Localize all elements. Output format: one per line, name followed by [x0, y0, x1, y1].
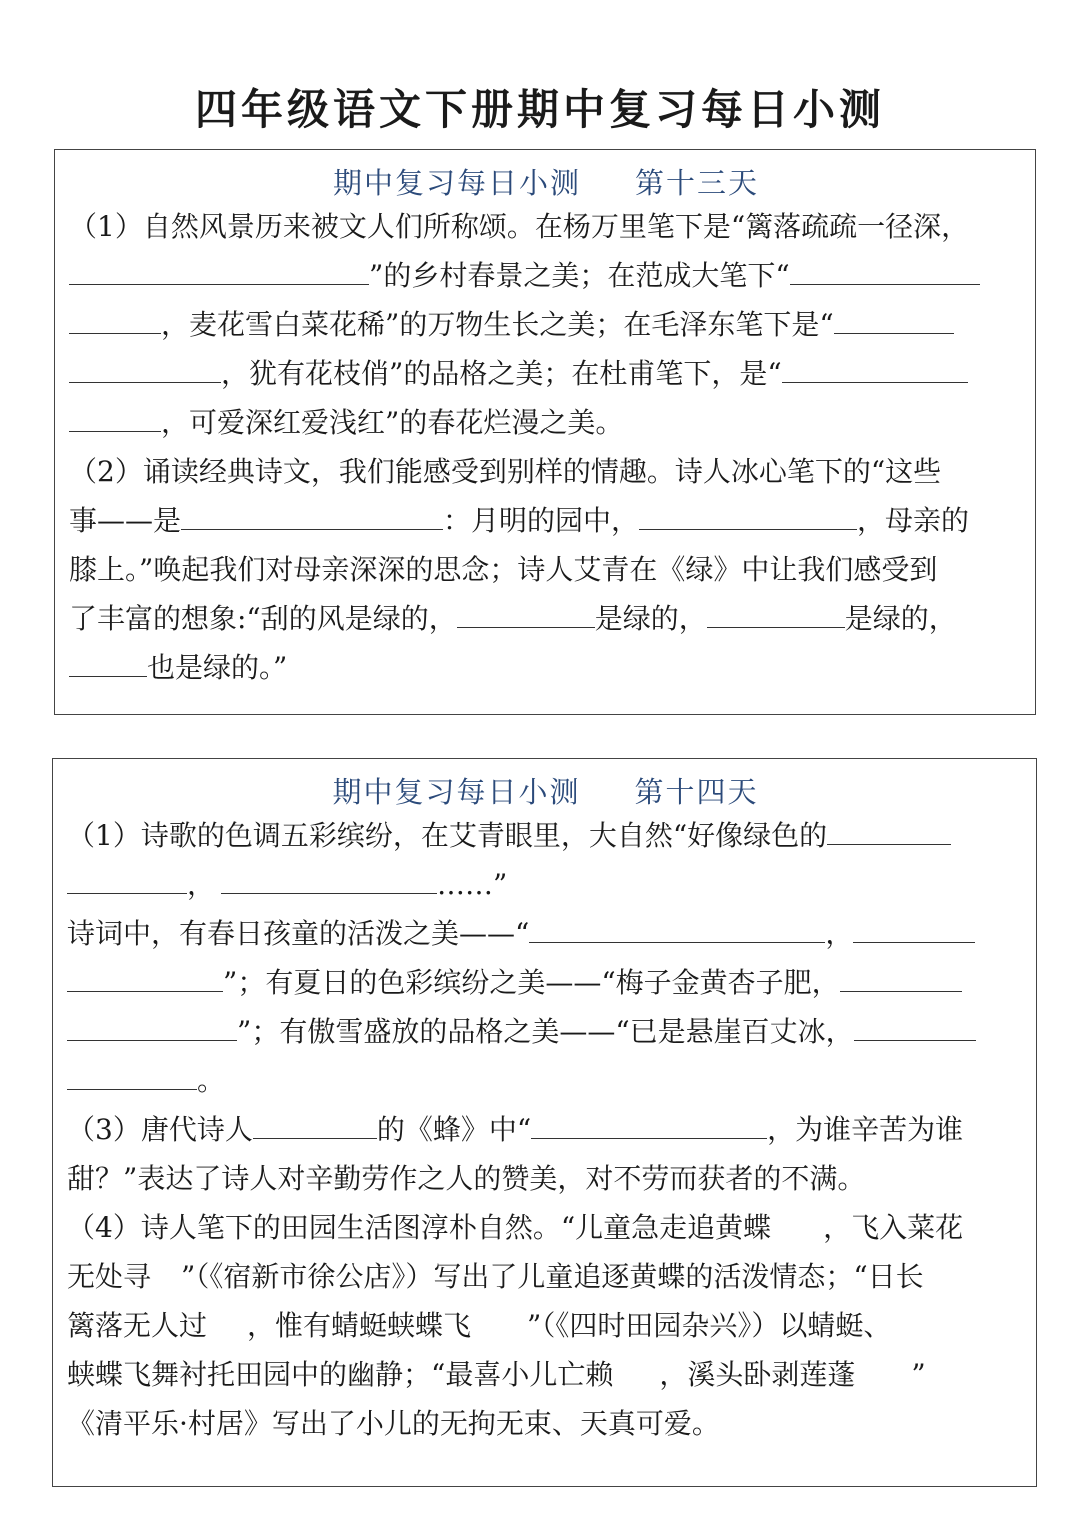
text-segment: ，母亲的: [857, 504, 970, 537]
fill-blank[interactable]: [67, 963, 223, 992]
text-segment: 诗词中，有春日孩童的活泼之美——“: [67, 917, 530, 950]
fill-blank[interactable]: [707, 599, 845, 628]
text-line: [67, 1154, 1024, 1203]
text-segment: ，: [187, 868, 216, 901]
fill-blank[interactable]: [457, 599, 595, 628]
text-line: [69, 202, 1023, 251]
text-line: [67, 860, 1024, 909]
text-segment: ，可爱深红爱浅红”的春花烂漫之美。: [161, 406, 624, 439]
fill-blank[interactable]: [69, 648, 147, 677]
text-segment: 篱落无人过: [67, 1309, 208, 1342]
text-segment: （3）唐代诗人: [67, 1113, 253, 1146]
fill-blank[interactable]: [853, 914, 975, 943]
fill-blank[interactable]: [67, 1012, 237, 1041]
fill-blank[interactable]: [531, 1110, 767, 1139]
fill-blank[interactable]: [854, 1012, 976, 1041]
text-segment: ”；有夏日的色彩缤纷之美——“梅子金黄杏子肥，: [223, 966, 840, 999]
text-segment: （1）自然风景历来被文人们所称颂。在杨万里笔下是“篱落疏疏一径深，: [69, 210, 970, 243]
fill-blank[interactable]: [67, 1061, 197, 1090]
text-segment: ”（《宿新市徐公店》）写出了儿童追逐黄蝶的活泼情态；“日长: [181, 1260, 924, 1293]
text-segment: 了丰富的想象:“刮的风是绿的，: [69, 602, 457, 635]
quiz-card-day-14: [52, 758, 1037, 1487]
text-line: [67, 958, 1024, 1007]
text-line: [67, 1399, 1024, 1448]
text-segment: ，: [825, 917, 854, 950]
text-segment: 无处寻: [67, 1260, 152, 1293]
card-header: 期中复习每日小测: [332, 775, 581, 809]
text-line: [69, 251, 1023, 300]
text-line: [67, 1301, 1024, 1350]
text-segment: ”；有傲雪盛放的品格之美——“已是悬崖百丈冰，: [237, 1015, 854, 1048]
fill-blank[interactable]: [782, 354, 968, 383]
fill-blank[interactable]: [790, 256, 980, 285]
text-segment: 是绿的，: [844, 602, 957, 635]
text-line: [69, 398, 1023, 447]
text-line: [69, 447, 1023, 496]
text-segment: ”: [911, 1358, 926, 1391]
fill-blank[interactable]: [69, 354, 221, 383]
fill-blank[interactable]: [253, 1110, 377, 1139]
text-segment: ”（《四时田园杂兴》）以蜻蜓、: [527, 1309, 892, 1342]
text-line: [69, 643, 1023, 692]
fill-blank[interactable]: [181, 501, 443, 530]
text-segment: 甜？”表达了诗人对辛勤劳作之人的赞美，对不劳而获者的不满。: [67, 1162, 866, 1195]
fill-blank[interactable]: [834, 305, 954, 334]
text-line: [67, 909, 1024, 958]
fill-blank[interactable]: [827, 816, 951, 845]
fill-blank[interactable]: [840, 963, 962, 992]
text-segment: ，飞入菜花: [823, 1211, 964, 1244]
card-day: 第十三天: [635, 166, 760, 200]
text-line: [69, 496, 1023, 545]
text-line: [69, 300, 1023, 349]
card-title: [67, 775, 1024, 809]
fill-blank[interactable]: [529, 914, 825, 943]
text-segment: ，犹有花枝俏”的品格之美；在杜甫笔下，是“: [221, 357, 782, 390]
fill-blank[interactable]: [69, 403, 161, 432]
page-title: 四年级语文下册期中复习每日小测: [194, 85, 885, 134]
text-line: [67, 1203, 1024, 1252]
text-line: [67, 1105, 1024, 1154]
text-line: [67, 811, 1024, 860]
text-segment: 蛱蝶飞舞衬托田园中的幽静；“最喜小儿亡赖: [67, 1358, 614, 1391]
text-segment: ，为谁辛苦为谁: [767, 1113, 964, 1146]
text-segment: ：月明的园中，: [443, 504, 640, 537]
text-segment: 膝上。”唤起我们对母亲深深的思念；诗人艾青在《绿》中让我们感受到: [69, 553, 938, 586]
fill-blank[interactable]: [221, 865, 437, 894]
fill-blank[interactable]: [69, 305, 161, 334]
quiz-card-day-13: [54, 149, 1036, 715]
text-line: [67, 1007, 1024, 1056]
text-line: [67, 1252, 1024, 1301]
text-segment: ……”: [437, 868, 508, 901]
text-segment: 是绿的，: [594, 602, 707, 635]
text-segment: （4）诗人笔下的田园生活图淳朴自然。“儿童急走追黄蝶: [67, 1211, 772, 1244]
fill-blank[interactable]: [639, 501, 857, 530]
text-segment: 。: [197, 1064, 226, 1097]
text-segment: 的《蜂》中“: [376, 1113, 532, 1146]
text-line: [69, 349, 1023, 398]
text-segment: （2）诵读经典诗文，我们能感受到别样的情趣。诗人冰心笔下的“这些: [69, 455, 942, 488]
text-segment: 也是绿的。”: [147, 651, 288, 684]
text-segment: ，惟有蜻蜓蛱蝶飞: [247, 1309, 472, 1342]
text-line: [69, 545, 1023, 594]
text-segment: （1）诗歌的色调五彩缤纷，在艾青眼里，大自然“好像绿色的: [67, 819, 828, 852]
fill-blank[interactable]: [67, 865, 187, 894]
text-line: [69, 594, 1023, 643]
text-line: [67, 1056, 1024, 1105]
fill-blank[interactable]: [69, 256, 369, 285]
text-segment: 事——是: [69, 504, 182, 537]
text-line: [67, 1350, 1024, 1399]
text-segment: 《清平乐·村居》写出了小儿的无拘无束、天真可爱。: [67, 1407, 720, 1440]
card-title: [69, 166, 1023, 200]
text-segment: ”的乡村春景之美；在范成大笔下“: [369, 259, 790, 292]
text-segment: ，溪头卧剥莲蓬: [659, 1358, 856, 1391]
text-segment: ，麦花雪白菜花稀”的万物生长之美；在毛泽东笔下是“: [161, 308, 834, 341]
card-day: 第十四天: [634, 775, 759, 809]
card-header: 期中复习每日小测: [332, 166, 581, 200]
